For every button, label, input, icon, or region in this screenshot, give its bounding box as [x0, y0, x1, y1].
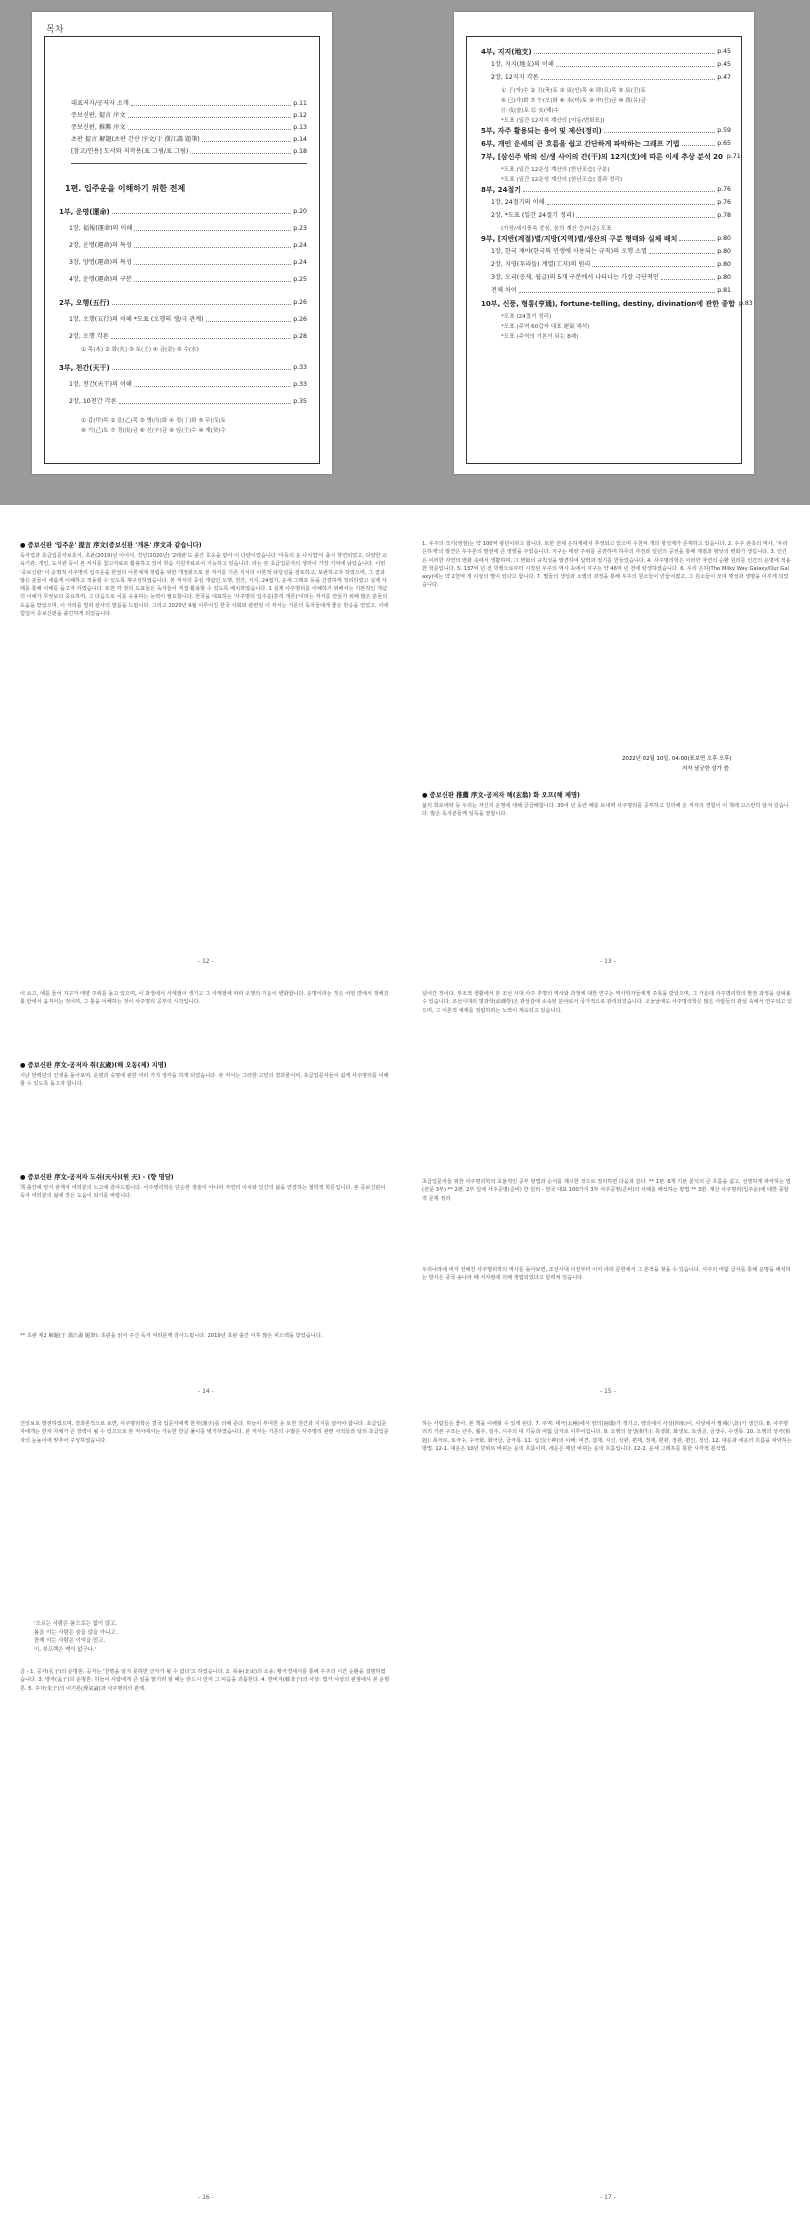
toc-entry-title: 초판 提言 解題(초판 간산 序文/于 漢江畵 題筆)	[71, 136, 200, 143]
toc-entry[interactable]	[71, 147, 307, 157]
toc-leader-dots	[679, 234, 715, 241]
spread-gap	[0, 505, 810, 535]
page-number: - 15 -	[600, 1388, 616, 1395]
toc-entry-page: p.26	[293, 316, 307, 323]
toc-leader-dots	[112, 298, 292, 305]
toc-entry-page: p.80	[717, 235, 731, 242]
page-17	[422, 1420, 792, 2210]
toc-entry-title: 3부, 천간(天干)	[59, 364, 110, 372]
toc-sub-line: *도표 (일간 12운성 계산의 [한난조습] 구분)	[501, 167, 610, 173]
toc-entry[interactable]	[69, 397, 307, 407]
toc-leader-dots	[134, 258, 291, 265]
toc-entry-title: 1장, 천간(天干)의 이해	[69, 381, 132, 388]
toc-entry-page: p.65	[717, 140, 731, 147]
toc-sub-line: ① 子(자)수 ② 丑(축)토 ③ 寅(인)목 ④ 卯(묘)목 ⑤ 辰(진)토	[501, 88, 646, 94]
toc-entry-title: 8부, 24절기	[481, 186, 521, 194]
toc-entry[interactable]	[481, 126, 731, 136]
toc-sub-line: ⑥ 기(己)토 ⑦ 경(庚)금 ⑧ 신(辛)금 ⑨ 임(壬)수 ⑩ 계(癸)수	[81, 428, 226, 434]
toc-entry-title: 3장, 오리(공제, 월급)의 5개 구분에서 나타나는 가장 극단적인	[491, 274, 659, 281]
toc-leader-dots	[134, 224, 291, 231]
toc-leader-dots	[519, 286, 715, 293]
toc-sub-line: ① 갑(甲)목 ② 을(乙)목 ③ 병(丙)화 ④ 정(丁)화 ⑤ 무(戊)토	[81, 418, 226, 424]
study-method-text: 초급입문자들 위한 사주명리학의 효율적인 공부 방법과 순서를 제시한 것으로 정리하면 다음과 같다. ** 1편. 6개 기본 분석의 큰 흐름을 쉽고, 선명하게 파악하는 법(전문 3부) ** 2편. 2부 입체 사주공명(준비) 한 원리 - 한국 대표 100가지 3부 사주공명(준비)의 사례를 해석하는 방법 ** 3편. 계산 사주명리(입주운)에 대한 종합적 문제 정리	[422, 1179, 791, 1202]
toc-entry-title: 9부, [지반(계절)별/지방(지역)별/생산의 구분 형태와 실체 배치	[481, 235, 678, 243]
toc-entry[interactable]	[491, 60, 731, 70]
toc-leader-dots	[131, 99, 291, 106]
toc-entry-title: 1장, 한국 재야(한국의 민생에 사용되는 규칙)의 오행 소멸	[491, 248, 647, 255]
toc-leader-dots	[534, 47, 716, 54]
toc-entry-page: p.12	[293, 112, 307, 119]
notes-list: 하는 사람들은 좋아, 본 책을 이해할 수 있게 된다. 7. 주역: 태극(太極)에서 양의(兩儀)가 생기고, 양의에서 사상(四象)이, 사상에서 팔괘(八卦)가 생긴다. 8. 사주명리의 기본 구조는 년주, 월주, 일주, 시주의 네 기둥과 여덟 글자로 이루어집니다. 9. 오행의 상생(相生): 목생화, 화생토, 토생금, 금생수, 수생목. 10. 오행의 상극(相剋): 목극토, 토극수, 수극화, 화극금, 금극목. 11. 십신(十神)의 이해: 비견, 겁재, 식신, 상관, 편재, 정재, 편관, 정관, 편인, 정인. 12. 대운과 세운의 흐름을 파악하는 방법. 12-1. 대운은 10년 단위로 바뀌는 운의 흐름이며, 세운은 매년 바뀌는 운의 흐름입니다. 12-2. 운세 그래프를 통한 시각적 분석법.	[422, 1421, 792, 1452]
toc-leader-dots	[592, 260, 715, 267]
toc-leader-dots	[111, 332, 291, 339]
toc-leader-dots	[206, 315, 292, 322]
toc-entry[interactable]	[481, 152, 741, 162]
page-number: - 17 -	[600, 2194, 616, 2201]
toc-frame-left	[44, 36, 320, 464]
toc-entry[interactable]	[69, 315, 307, 325]
preface-heading-3: ● 증보신판 序文-공저자 도쉬(天사)(원 天) - (향 명담)	[20, 1174, 174, 1181]
toc-leader-dots	[604, 126, 715, 133]
body-text: 넘어간 것이다. 부조적 생활에서 본 조선 시대 사주 추명의 역사와 과정에 대한 연구는 역사학자들에게 주목을 받았으며, 그 가운데 사주명리학의 발전 과정을 살펴볼 수 있습니다. 조선시대의 명과학(命課學)은 관상감에 소속된 분야로서 국가적으로 관리되었습니다. 오늘날에도 사주명리학은 많은 사람들의 관심 속에서 연구되고 있으며, 그 이론적 체계를 정립하려는 노력이 계속되고 있습니다.	[422, 991, 792, 1014]
toc-entry[interactable]	[491, 286, 731, 296]
preface-body-3: 책 출간에 앞서 관계자 여러분의 노고에 감사드립니다. 사주명리학은 단순한 점술이 아니라 자연의 이치와 인간의 삶을 연결하는 철학적 학문입니다. 본 증보신판이 독자 여러분의 삶에 작은 도움이 되기를 바랍니다.	[20, 1185, 386, 1200]
toc-entry-page: p.11	[293, 100, 307, 107]
toc-entry[interactable]	[69, 275, 307, 285]
poem-line: 찬제 이는 사람은 이익을 얻고,	[34, 1638, 106, 1645]
toc-entry-title: 2장, *도표 (일간 24절기 정리)	[491, 212, 575, 219]
toc-leader-dots	[190, 147, 291, 154]
toc-leader-dots	[119, 397, 292, 404]
page-13	[422, 540, 792, 970]
toc-front-matter	[71, 99, 307, 159]
toc-entry[interactable]	[69, 380, 307, 390]
toc-entry[interactable]	[481, 47, 731, 57]
page-15	[422, 990, 792, 1400]
toc-entry-page: p.26	[293, 299, 307, 306]
toc-entry[interactable]	[59, 298, 307, 308]
toc-leader-dots	[128, 111, 292, 118]
toc-items-right	[481, 47, 753, 467]
toc-leader-dots	[134, 275, 291, 282]
toc-entry-page: p.71	[726, 153, 741, 160]
toc-leader-dots	[202, 135, 291, 142]
toc-sub-line: ⑥ 巳(사)화 ⑦ 午(오)화 ⑧ 未(미)토 ⑨ 申(신)금 ⑩ 酉(유)금	[501, 98, 646, 104]
toc-entry-page: p.33	[293, 381, 307, 388]
toc-entry[interactable]	[481, 185, 731, 195]
toc-entry-title: 증보신판, 推薦 序文	[71, 124, 126, 131]
toc-entry-page: p.83	[738, 300, 753, 307]
toc-entry[interactable]	[491, 260, 731, 270]
toc-entry[interactable]	[59, 363, 307, 373]
toc-entry-title: 2부, 오행(五行)	[59, 299, 110, 307]
toc-entry[interactable]	[481, 139, 731, 149]
poem-line: 이, 부프렉은 액이 없구나.'	[34, 1646, 97, 1653]
toc-leader-dots	[541, 73, 716, 80]
toc-entry-title: 증보신판, 提言 序文	[71, 112, 126, 119]
page-14	[20, 990, 390, 1400]
poem-line: 봄을 이는 사람은 숨을 않을 아니고.	[34, 1629, 118, 1636]
notes-list: 금 - 1. 공자(孔子)의 운명론: 공자는 '천명을 알지 못하면 군자가 될 수 없다'고 하였습니다. 2. 북송(北宋)의 소옹: 황극경세서를 통해 우주의 시간 순환을 설명하였습니다. 3. 맹자(孟子)의 운명론: 하늘이 사람에게 큰 일을 맡기려 할 때는 반드시 먼저 그 마음을 괴롭힌다. 4. 한비자(韓非子)의 사상: 법가 사상의 관점에서 본 운명론. 5. 주자(朱子)의 이기론(理氣論)과 사주명리의 관계.	[20, 1669, 390, 1692]
toc-leader-dots	[112, 207, 292, 214]
toc-entry-title: 2장, 10천간 각론	[69, 398, 117, 405]
toc-entry-page: p.76	[717, 199, 731, 206]
recommendation-body: 삶의 희로애락 등 우리는 자신의 운명에 대해 궁금해합니다. 30여 년 동안 해를 보내며 사주명리를 공부하고 강의해 온 저자의 경험이 이 책에 고스란히 담겨 있습니다. 많은 독자분들께 일독을 권합니다.	[422, 803, 789, 818]
toc-entry-title: 1장, 福報(運命)의 이해	[69, 225, 133, 232]
toc-leader-dots	[682, 139, 716, 146]
toc-header: 목차	[46, 25, 64, 35]
toc-entry-page: p.18	[293, 148, 307, 155]
preface-body: 독자업과 초급입문자보호서, 초판(2019)년 이어서, 작년(2020년) '2레판'도 출간 호응을 받아 이 다량이었습니다 '아동의 운 나치법'이 출시 학연되었고, 다양한 교육기관, 개인, 도서관 등이 본 저서를 참고자료로 활용하고 있어 학습 지원자료로서 기능하고 있습니다. 라는 본 초급입문자의 생각이 가장 기억에 남았습니다. 이번 '증보신판' 이 운명적 사주명리 입주운을 한권의 이론체계 정립을 위한 개정판으로 본 저서를 기존 지식의 이론적 타당성을 검토하고, 보완하고자 하였으며, 그 결과 많은 분들이 새롭게 이해하고 적용할 수 있도록 재구성하였습니다. 본 저서의 중심 개념인 오행, 천간, 지지, 24절기, 운세 그래프 등을 간결하게 정리하였고 실제 사례를 통해 이해를 돕고자 하였습니다. 또한 각 장의 도표들은 독자들이 직접 활용할 수 있도록 배치하였습니다. 1 실제 사주명리를 이해하기 위해서는 기본적인 개념의 이해가 무엇보다 중요하며, 그 다음으로 이를 응용하는 능력이 필요합니다. 한국을 대표하는 '사주명리 입주운(흔히 개론)'이라는 저서를 만들기 위해 많은 분들의 도움을 받았으며, 이 자리를 빌려 감사의 말씀을 드립니다. 그리고 2020년 9월 이루어진 한국 사회와 관련된 이 저서는 기존의 독자들에게 좋은 반응을 얻었고, 이에 힘입어 증보신판을 출간하게 되었습니다.	[20, 553, 389, 618]
toc-entry-page: p.24	[293, 259, 307, 266]
toc-entry-page: p.80	[717, 274, 731, 281]
toc-sub-line: *도표 (일간 12운성 계산의 [한난조습] 결과 정리)	[501, 177, 623, 183]
toc-entry-page: p.78	[717, 212, 731, 219]
toc-entry-page: p.33	[293, 364, 307, 371]
toc-divider	[71, 163, 307, 164]
toc-entry[interactable]	[481, 299, 753, 309]
toc-sub-line: *도표 (주역 60갑자 대표 運氣 해석)	[501, 324, 590, 330]
toc-entry-page: p.24	[293, 242, 307, 249]
preface-body-4: ** 초판 제2 解題(于 漢江畵 題筆): 초판을 읽어 주신 독자 여러분께 감사드립니다. 2019년 초판 출간 이후 많은 피드백을 받았습니다.	[20, 1333, 323, 1339]
page-number: - 16 -	[198, 2194, 214, 2201]
toc-spread-background	[0, 0, 810, 505]
toc-leader-dots	[649, 247, 715, 254]
toc-entry-page: p.20	[293, 208, 307, 215]
toc-entry-title: 1장, 24절기의 이해	[491, 199, 545, 206]
toc-entry-page: p.76	[717, 186, 731, 193]
toc-leader-dots	[134, 241, 291, 248]
toc-frame-right	[466, 36, 753, 464]
toc-entry[interactable]	[491, 273, 731, 283]
toc-entry-title: [참고/인용] 도서와 저작용(표 그림/표 그림)	[71, 148, 189, 155]
toc-entry-title: 대표저자/공저자 소개	[71, 100, 129, 107]
preface-body-2: 지난 반백년의 인생을 돌아보며, 운명과 숙명에 관한 여러 가지 생각을 하게 되었습니다. 본 저서는 그러한 고민의 결과물이며, 초급입문자들이 쉽게 사주명리를 이해할 수 있도록 돕고자 합니다.	[20, 1073, 389, 1088]
toc-entry-title: 전체 차이	[491, 287, 517, 294]
toc-entry-title: 2장, 지영(우리들) 계열(工지)의 원리	[491, 261, 591, 268]
toc-entry-title: 2장, 운명(運命)의 특성	[69, 242, 132, 249]
toc-entry-title: 4부, 지지(地支)	[481, 48, 532, 56]
toc-entry-page: p.47	[717, 74, 731, 81]
toc-items-left	[59, 207, 307, 467]
toc-leader-dots	[112, 363, 292, 370]
toc-entry[interactable]	[71, 99, 307, 109]
toc-entry-page: p.45	[717, 61, 731, 68]
toc-entry[interactable]	[69, 258, 307, 268]
toc-entry-page: p.14	[293, 136, 307, 143]
toc-sub-line: *도표 (일간 12지지 계산의 [이동/변화표])	[501, 118, 605, 124]
toc-leader-dots	[556, 60, 715, 67]
toc-entry[interactable]	[71, 123, 307, 133]
toc-entry[interactable]	[69, 332, 307, 342]
toc-entry-page: p.13	[293, 124, 307, 131]
page-number: - 14 -	[198, 1388, 214, 1395]
recommendation-heading: ● 증보신판 推薦 序文-공저자 해(玄翁) 화 오프(해 제명)	[422, 792, 580, 799]
toc-leader-dots	[576, 211, 715, 218]
toc-entry-title: 1장, 오행(五行)의 이해 *도표 (오행의 생/극 관계)	[69, 316, 204, 323]
toc-entry[interactable]	[69, 241, 307, 251]
toc-sub-line: ① 목(木) ② 화(火) ③ 토(土) ④ 금(金) ⑤ 수(水)	[81, 347, 199, 353]
preface-heading-2: ● 증보신판 序文-공저자 취(玄歲)(해 오동(제) 지명)	[20, 1062, 167, 1069]
page-number: - 12 -	[198, 958, 214, 965]
page-16	[20, 1420, 390, 2210]
toc-entry-title: 1부, 운명(運命)	[59, 208, 110, 216]
toc-entry-page: p.35	[293, 398, 307, 405]
toc-leader-dots	[661, 273, 715, 280]
toc-leader-dots	[547, 198, 716, 205]
toc-part-title: 1편. 입주운을 이해하기 위한 전제	[65, 184, 186, 193]
toc-entry[interactable]	[491, 211, 731, 221]
toc-entry[interactable]	[71, 135, 307, 145]
toc-entry-page: p.23	[293, 225, 307, 232]
signoff-author: 저자 남궁한 삼가 씀.	[682, 766, 731, 772]
poem-line: '오르는 사람은 봄으로는 없이 않고,	[34, 1621, 117, 1627]
toc-entry[interactable]	[491, 247, 731, 257]
notes-body: 1. 우주의 크기(영점)는 약 100억 광년이라고 합니다. 또한 전체 은하계에서 추정되고 있으며 수천억 개의 항성계가 존재하고 있습니다. 2. 우주 관측의 역사, '우리 은하계'의 발견은 우주론의 발전에 큰 영향을 주었습니다. 지구는 태양 주위를 공전하며 하루의 자전과 일년의 공전을 통해 계절과 밤낮의 변화가 생깁니다. 3. 인간은 이러한 자연의 변화 속에서 생활하며, 그 변화의 규칙성을 발견하여 달력과 절기를 만들었습니다. 4. 사주명리학은 이러한 자연의 순환 원리를 인간의 운명에 적용한 학문입니다. 5. 137억 년 전 빅뱅으로부터 시작된 우주의 역사 속에서 지구는 약 46억 년 전에 탄생하였습니다. 6. 우리 은하(The Milky Way Galaxy/Our Galaxy)에는 약 2천억 개 이상의 별이 있다고 합니다. 7. 별들의 생성과 소멸의 과정을 통해 우주의 원소들이 만들어졌고, 그 원소들이 모여 행성과 생명을 이루게 되었습니다.	[422, 541, 791, 589]
toc-entry-title: 5부, 자주 활용되는 용어 및 제산(정리)	[481, 127, 602, 135]
toc-entry-title: 10부, 신풍, 형통(亨通), fortune-telling, destiny, divination에 관한 종합	[481, 300, 735, 308]
toc-sub-line: ⑪ 戌(술)토 ⑫ 亥(해)수	[501, 108, 560, 114]
toc-entry-title: 2장, 12지지 각론	[491, 74, 539, 81]
quoted-poem	[34, 1620, 117, 1654]
toc-entry[interactable]	[491, 73, 731, 83]
toc-leader-dots	[134, 380, 291, 387]
toc-entry-title: 4장, 운명(運命)의 구분	[69, 276, 132, 283]
toc-page-left	[32, 12, 332, 474]
toc-entry-title: 1장, 지지(地支)의 이해	[491, 61, 554, 68]
preface-heading: ● 증보신판 '입주운' 提言 序文(증보신판 '개론' 序文과 같습니다)	[20, 542, 202, 549]
toc-leader-dots	[128, 123, 292, 130]
toc-entry[interactable]	[481, 234, 731, 244]
page-number: - 13 -	[600, 958, 616, 965]
body-text: 진일보로 발전하였으며, 결과론적으로 보면, 사주명리학은 결국 입문자에게 한자(漢字)를 더해 준다. 하늘이 부여한 운 또한 천간과 지지를 알아야 합니다. 초급입문자에게는 한자 자체가 큰 장벽이 될 수 있으므로 본 저서에서는 가능한 한글 풀이를 병기하였습니다. 본 저서는 기존의 수많은 사주명리 관련 서적들과 달리 초급입문자의 눈높이에 맞추어 구성하였습니다.	[20, 1421, 389, 1444]
toc-entry[interactable]	[71, 111, 307, 121]
toc-entry-page: p.45	[717, 48, 731, 55]
toc-entry[interactable]	[69, 224, 307, 234]
toc-sub-line: *도표 (24절기 정리)	[501, 314, 552, 320]
page-12	[20, 540, 390, 970]
toc-entry-title: 7부, [삼신주 밖의 신/생 사이의 간(干)의 12지(支)에 따른 이세 추상 분석 20	[481, 153, 723, 161]
body-text: 이 요고, 예를 들어 지구가 태양 주위를 돌고 있으며, 이 과정에서 사계절이 생기고 그 사계절에 따라 오행의 기운이 변화합니다. 운명이라는 것은 어떤 면에서 정해진 틀 안에서 움직이는 것이며, 그 틀을 이해하는 것이 사주명리 공부의 시작입니다.	[20, 991, 389, 1006]
toc-leader-dots	[523, 185, 715, 192]
signoff-date: 2022년 02월 10일, 04:00(표보면 오후 오후)	[622, 756, 732, 762]
toc-entry-page: p.59	[717, 127, 731, 134]
toc-page-right	[454, 12, 754, 474]
toc-sub-line: (가장/세시풍속 중심, 음의 계산 등/어순) 도표	[501, 226, 612, 232]
toc-sub-line: *도표 (주역의 기본이 되는 8괘)	[501, 334, 579, 340]
history-text: 우리나라에 비자 전해진 사주명리학의 역사를 돌아보면, 조선시대 이전부터 이미 여러 문헌에서 그 흔적을 찾을 수 있습니다. 사주의 여덟 글자를 통해 운명을 해석하는 방식은 중국 송나라 때 서자평에 의해 정립되었다고 알려져 있습니다.	[422, 1267, 791, 1282]
toc-entry-page: p.80	[717, 248, 731, 255]
toc-entry[interactable]	[59, 207, 307, 217]
toc-entry-page: p.28	[293, 333, 307, 340]
toc-entry-title: 3장, 양명(運命)의 특성	[69, 259, 132, 266]
toc-entry-title: 2장, 오행 각론	[69, 333, 109, 340]
toc-entry-page: p.80	[717, 261, 731, 268]
toc-entry-page: p.25	[293, 276, 307, 283]
toc-entry-page: p.81	[717, 287, 731, 294]
toc-entry-title: 6부, 개인 운세의 큰 흐름을 쉽고 간단하게 파악하는 그래프 기법	[481, 140, 680, 148]
toc-entry[interactable]	[491, 198, 731, 208]
